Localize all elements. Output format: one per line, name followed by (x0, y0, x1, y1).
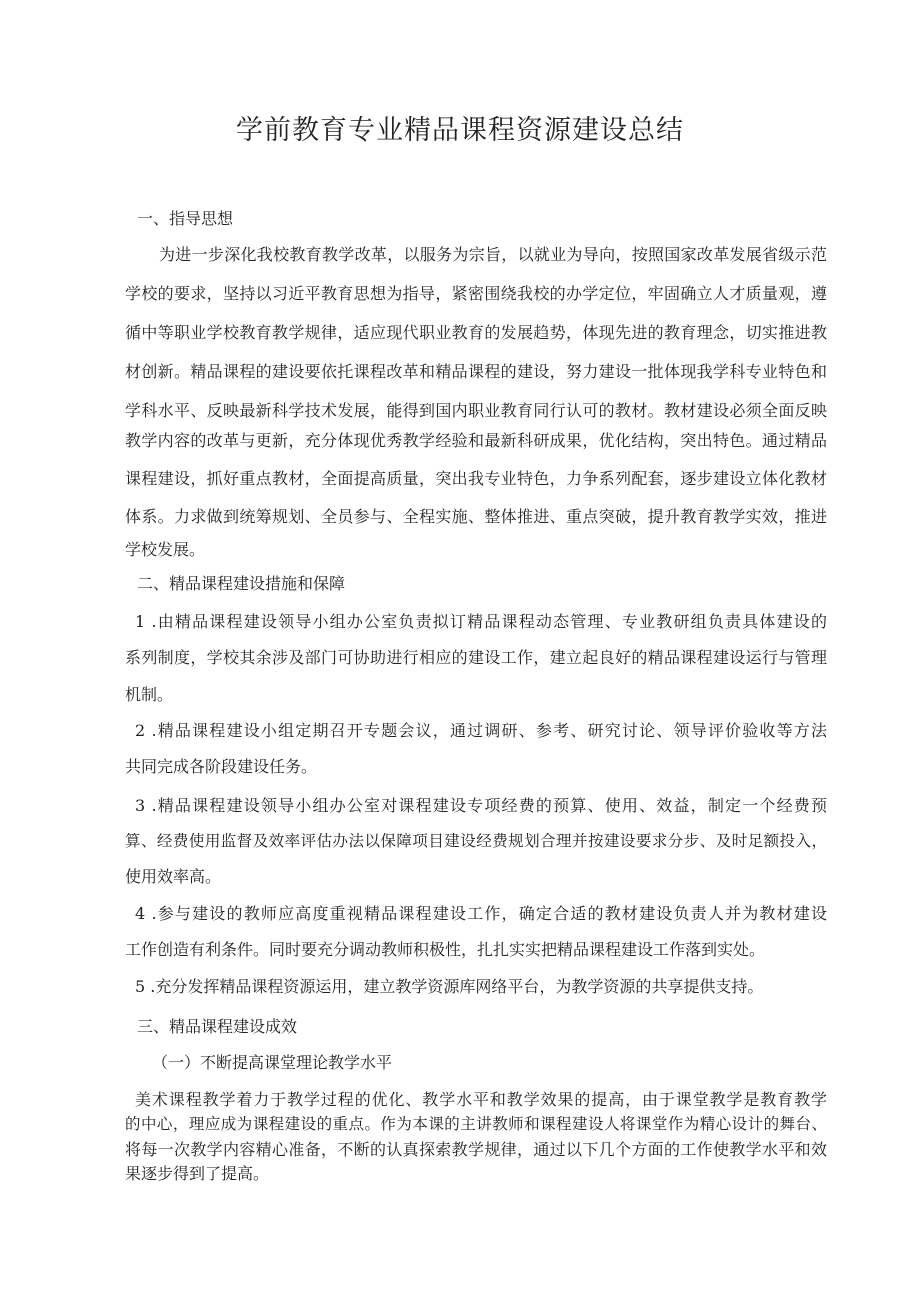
section-heading: 一、指导思想 (137, 209, 234, 228)
paragraph-line: 为进一步深化我校教育教学改革，以服务为宗旨，以就业为导向，按照国家改革发展省级示范 (159, 245, 827, 264)
list-item-line: 系列制度，学校其余涉及部门可协助进行相应的建设工作，建立起良好的精品课程建设运行与管理 (125, 648, 827, 667)
paragraph-line: 将每一次教学内容精心准备，不断的认真探索教学规律，通过以下几个方面的工作使教学水平和效 (125, 1140, 827, 1159)
list-item-line: 共同完成各阶段建设任务。 (125, 757, 318, 776)
list-item-line: 机制。 (125, 685, 174, 704)
paragraph-line: 学校的要求，坚持以习近平教育思想为指导，紧密围绕我校的办学定位，牢固确立人才质量观，遵 (125, 284, 827, 303)
paragraph-line: 的中心，理应成为课程建设的重点。作为本课的主讲教师和课程建设人将课堂作为精心设计的舞台、 (125, 1115, 827, 1133)
paragraph-line: 学科水平、反映最新科学技术发展，能得到国内职业教育同行认可的教材。教材建设必须全面反映 (125, 401, 827, 420)
list-item-line: 使用效率高。 (125, 867, 222, 886)
list-item-line: 3 .精品课程建设领导小组办公室对课程建设专项经费的预算、使用、效益，制定一个经费预 (135, 796, 827, 815)
list-item-line: 1 .由精品课程建设领导小组办公室负责拟订精品课程动态管理、专业教研组负责具体建设的 (135, 612, 827, 631)
paragraph-line: 材创新。精品课程的建设要依托课程改革和精品课程的建设，努力建设一批体现我学科专业特色和 (125, 362, 827, 381)
list-item-line: 算、经费使用监督及效率评估办法以保障项目建设经费规划合理并按建设要求分步、及时足额投入， (125, 832, 827, 850)
list-item-line: 5 .充分发挥精品课程资源运用，建立教学资源库网络平台，为教学资源的共享提供支持。 (135, 977, 764, 996)
paragraph-line: 学校发展。 (125, 540, 206, 559)
list-item-line: 4 .参与建设的教师应高度重视精品课程建设工作，确定合适的教材建设负责人并为教材建设 (135, 904, 827, 923)
paragraph-line: 课程建设，抓好重点教材，全面提高质量，突出我专业特色，力争系列配套，逐步建设立体化教材 (125, 469, 827, 488)
paragraph-line: 体系。力求做到统筹规划、全员参与、全程实施、整体推进、重点突破，提升教育教学实效，推进 (125, 507, 827, 526)
document-title: 学前教育专业精品课程资源建设总结 (236, 115, 684, 146)
paragraph-line: 教学内容的改革与更新，充分体现优秀教学经验和最新科研成果，优化结构，突出特色。通过精品 (125, 431, 827, 450)
paragraph-line: 果逐步得到了提高。 (125, 1164, 270, 1183)
subsection-heading: （一）不断提高课堂理论教学水平 (152, 1053, 393, 1072)
section-heading: 三、精品课程建设成效 (137, 1017, 298, 1036)
list-item-line: 2 .精品课程建设小组定期召开专题会议，通过调研、参考、研究讨论、领导评价验收等方法 (135, 721, 827, 740)
paragraph-line: 美术课程教学着力于教学过程的优化、教学水平和教学效果的提高，由于课堂教学是教育教学 (135, 1090, 827, 1109)
section-heading: 二、精品课程建设措施和保障 (137, 574, 346, 593)
paragraph-line: 循中等职业学校教育教学规律，适应现代职业教育的发展趋势，体现先进的教育理念，切实推进教 (125, 323, 827, 342)
list-item-line: 工作创造有利条件。同时要充分调动教师积极性，扎扎实实把精品课程建设工作落到实处。 (125, 940, 766, 959)
